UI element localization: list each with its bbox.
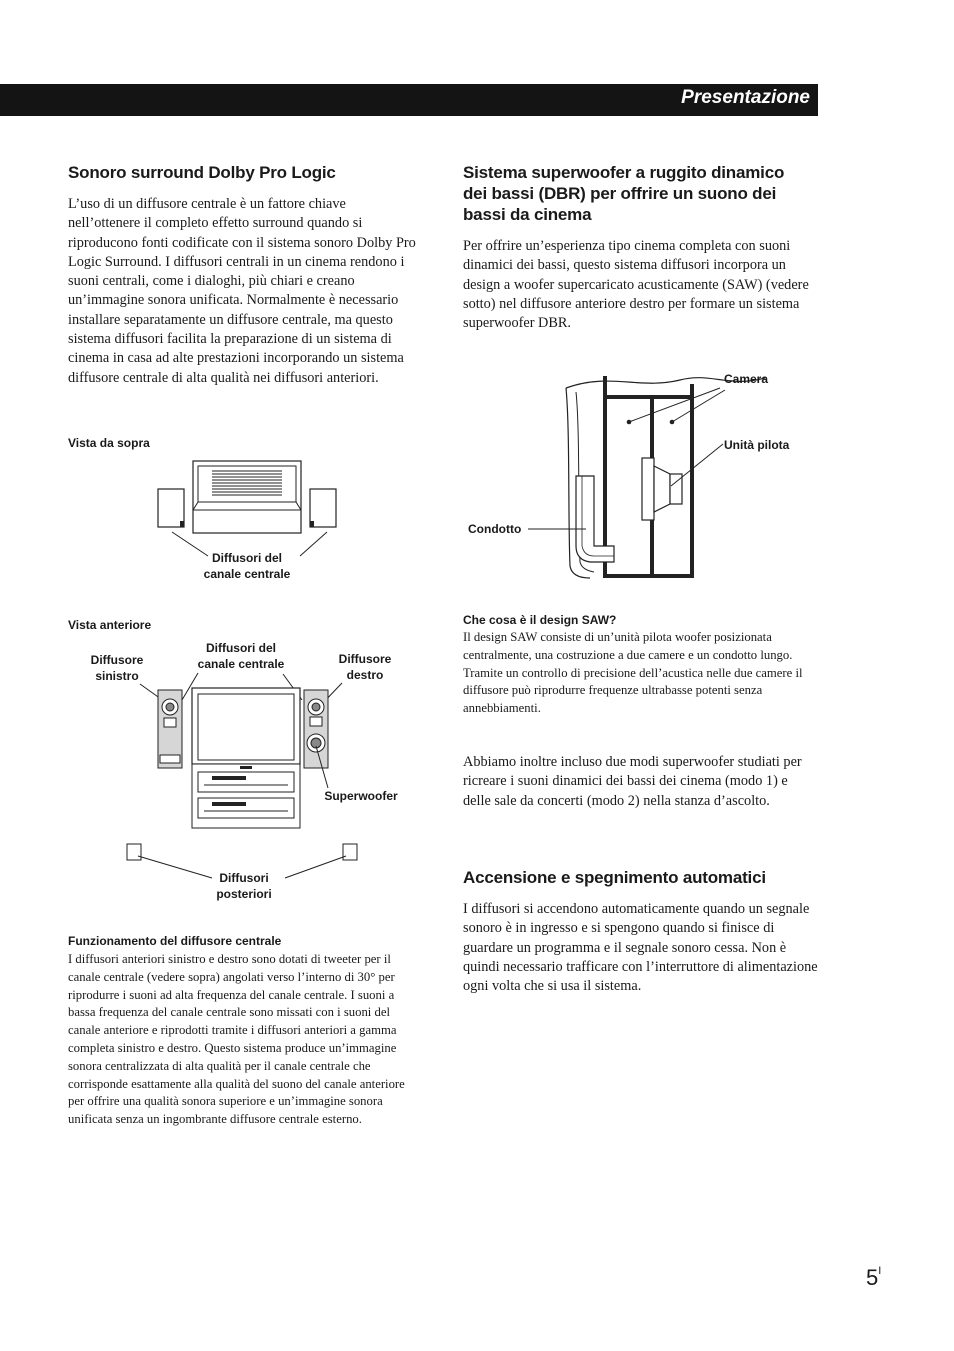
center-operation-block — [68, 933, 420, 1129]
section-header-bar — [0, 84, 818, 116]
top-view-center-label-line1: Diffusori del — [211, 551, 282, 565]
front-view-title: Vista anteriore — [68, 618, 152, 632]
dbr-paragraph: Per offrire un’esperienza tipo cinema completa con suoni dinamici dei bassi, questo sistema diffusori incorpora un design a woofer supercaricato acusticamente (SAW) (vedere sotto) nel diffusore anteriore destro per formare un sistema superwoofer DBR. — [463, 238, 809, 332]
rear-label-line1: Diffusori — [219, 871, 269, 885]
auto-power-block — [463, 867, 819, 996]
heading-dolby-pro-logic: Sonoro surround Dolby Pro Logic — [68, 163, 336, 182]
center-operation-heading: Funzionamento del diffusore centrale — [68, 934, 282, 948]
center-operation-text: I diffusori anteriori sinistro e destro sono dotati di tweeter per il canale centrale (vedere sopra) angolati verso l’interno di 30° per riprodurre i suoni ad alta frequenza del canale centrale. I suoni a bassa frequenza del canale centrale sono missati con i suoni del canale anteriore e riprodotti tramite i diffusori anteriori a gamma completa sinistro e destro. Questo sistema produce un’immagine sonora centralizzata di alta qualità per il canale centrale che corrisponde esattamente alla qualità del suono del canale anteriore per offrire una qualità sonora superiore e un’immagine sonora unificata senza un ingombrante diffusore centrale esterno. — [68, 952, 405, 1127]
page-number-value: 5 — [866, 1265, 879, 1290]
right-column — [463, 162, 819, 333]
auto-power-paragraph: I diffusori si accendono automaticamente quando un segnale sonoro è in ingresso e si spengono quando si finisce di guardare un programma e il segnale sonoro cessa. Non è quindi necessario trafficare con l’interruttore di alimentazione ogni volta che si usa il sistema. — [463, 901, 818, 995]
modes-block — [463, 753, 819, 811]
front-center-speaker-label — [184, 640, 298, 672]
front-center-label-line1: Diffusori del — [205, 641, 276, 655]
section-title: Presentazione — [681, 87, 810, 108]
page-number — [866, 1265, 881, 1291]
heading-dbr-line1: Sistema superwoofer a ruggito dinamico — [463, 163, 785, 182]
saw-explanation-block — [463, 612, 823, 718]
saw-cross-section-diagram — [520, 370, 800, 585]
front-view-diagram — [120, 670, 370, 870]
diagram-label-duct: Condotto — [468, 522, 522, 536]
modes-paragraph: Abbiamo inoltre incluso due modi superwoofer studiati per ricreare i suoni dinamici dei bassi dei cinema (modo 1) e delle sale da concerti (modo 2) nella stanza d’ascolto. — [463, 754, 802, 809]
heading-dbr-superwoofer — [463, 162, 819, 225]
saw-text-1: Il design SAW consiste di un’unità pilota woofer posizionata centralmente, una costruzione a due camere e un condotto lungo. — [463, 630, 793, 662]
front-right-label-line2: destro — [346, 668, 384, 682]
saw-text-2: Tramite un controllo di precisione dell’acustica nelle due camere il diffusore può riprodurre frequenze ultrabasse potenti senza annebbiamenti. — [463, 665, 803, 716]
heading-dbr-line3: bassi da cinema — [463, 205, 592, 224]
front-right-label-line1: Diffusore — [338, 652, 392, 666]
top-view-center-label-line2: canale centrale — [203, 567, 291, 581]
superwoofer-label: Superwoofer — [324, 789, 398, 803]
rear-speakers-label — [200, 870, 288, 902]
top-view-center-label — [188, 550, 306, 582]
front-left-label-line1: Diffusore — [90, 653, 144, 667]
top-view-diagram — [150, 458, 350, 558]
front-center-label-line2: canale centrale — [197, 657, 285, 671]
rear-label-line2: posteriori — [216, 887, 272, 901]
heading-dbr-line2: dei bassi (DBR) per offrire un suono dei — [463, 184, 777, 203]
diagram-label-camera: Camera — [724, 372, 769, 386]
saw-heading: Che cosa è il design SAW? — [463, 613, 617, 627]
page-number-suffix: I — [878, 1265, 882, 1277]
diagram-label-driver: Unità pilota — [724, 438, 790, 452]
left-column — [68, 162, 420, 388]
intro-paragraph: L’uso di un diffusore centrale è un fattore chiave nell’ottenere il completo effetto surround quando si riproducono fonti codificate con il sistema sonoro Dolby Pro Logic Surround. I diffusori centrali in un cinema rendono i suoni centrali, come i dialoghi, più chiari e creano un’immagine sonora unificata. Normalmente è necessario installare separatamente un diffusore centrale, ma questo sistema diffusori facilita la preparazione di un sistema di cinema in casa ad alte prestazioni incorporando un sistema diffusore centrale di alta qualità nei diffusori anteriori. — [68, 196, 416, 386]
top-view-title: Vista da sopra — [68, 436, 150, 450]
heading-auto-power: Accensione e spegnimento automatici — [463, 868, 766, 887]
front-left-label-line2: sinistro — [95, 669, 139, 683]
